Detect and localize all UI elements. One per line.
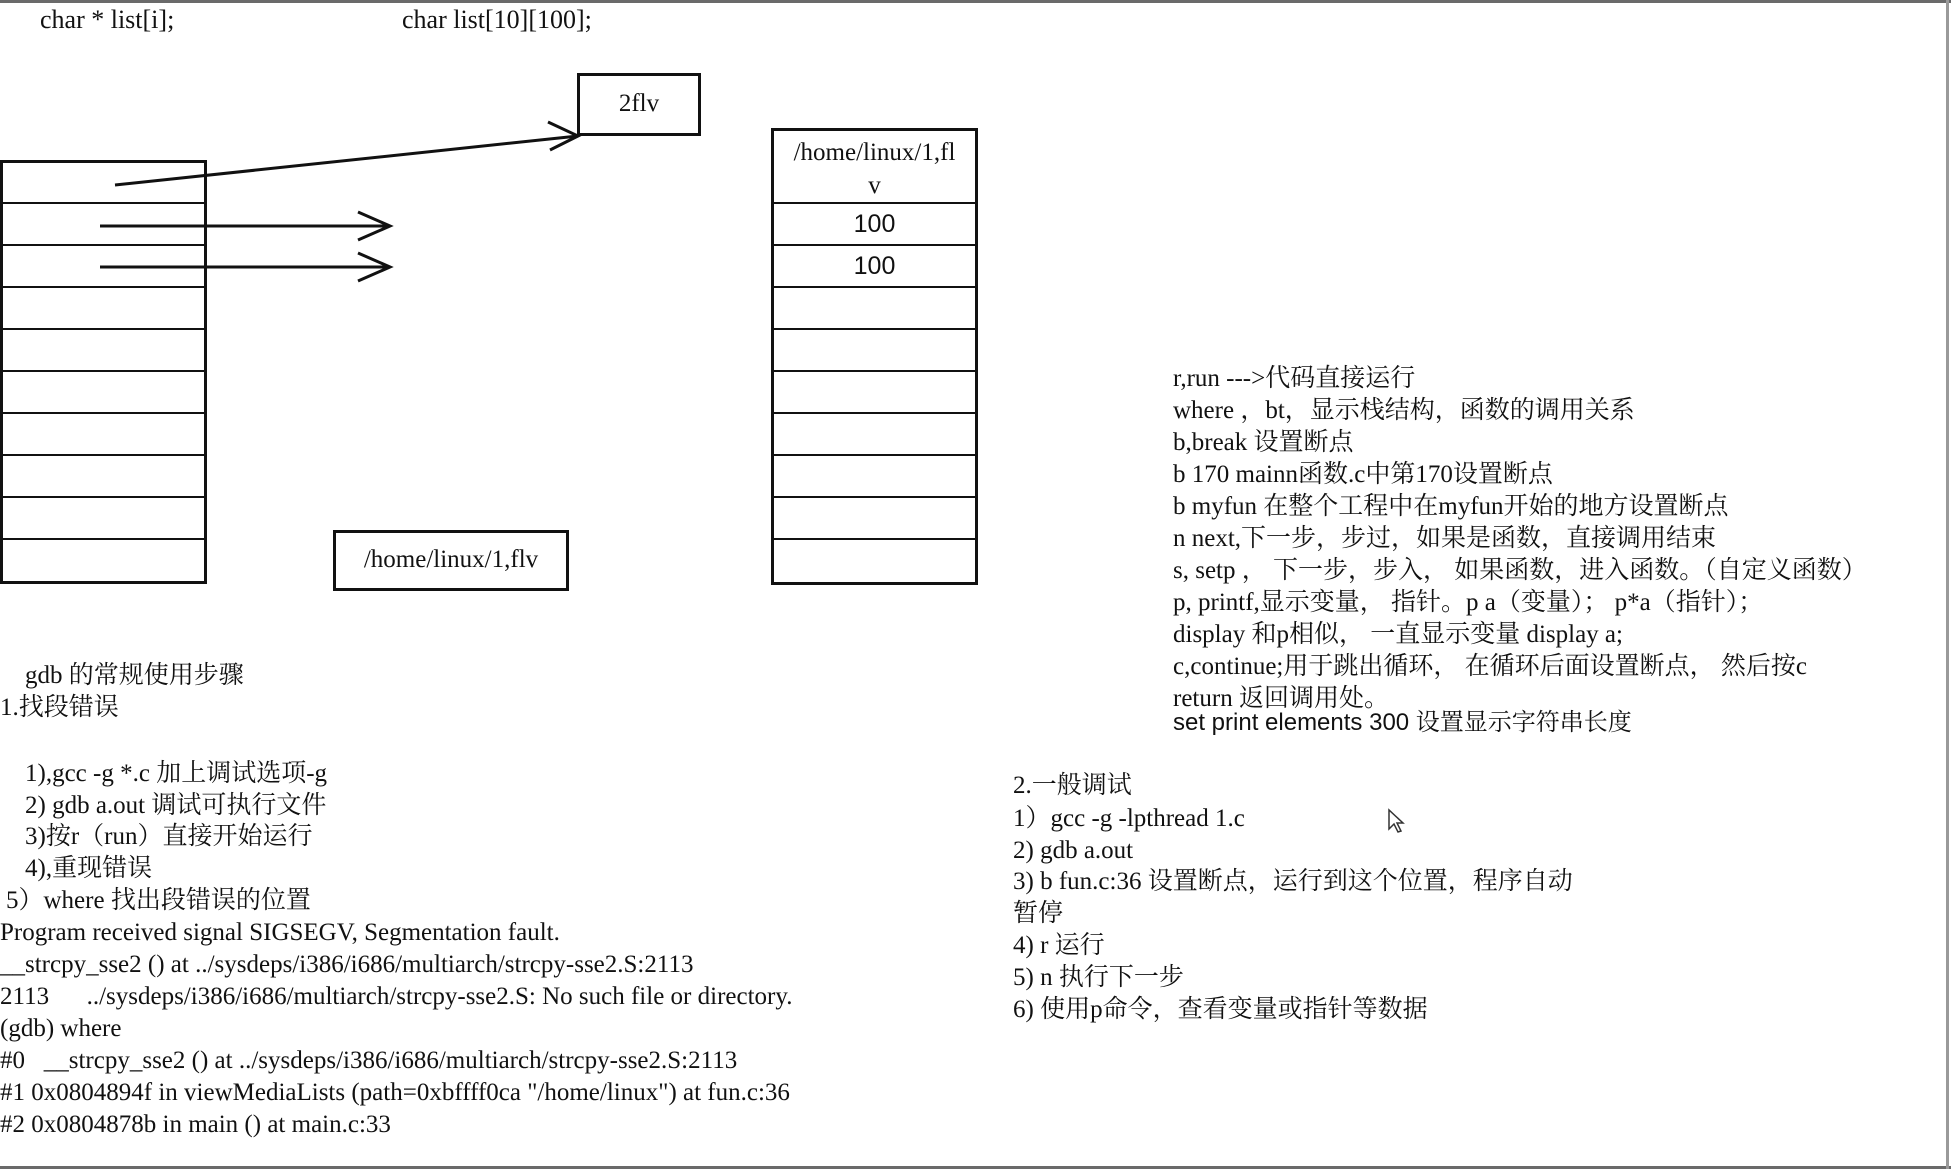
char-2d-array-first-cell-line1: /home/linux/1,fl: [793, 139, 956, 166]
gdb-command-line: b,break 设置断点: [1173, 429, 1354, 456]
gdb-command-line: b myfun 在整个工程中在myfun开始的地方设置断点: [1173, 493, 1729, 520]
general-debug-step: 4) r 运行: [1013, 932, 1105, 959]
gdb-output-line: #1 0x0804894f in viewMediaLists (path=0xbffff0ca "/home/linux") at fun.c:36: [0, 1079, 790, 1106]
gdb-output-line: __strcpy_sse2 () at ../sysdeps/i386/i686/multiarch/strcpy-sse2.S:2113: [0, 951, 694, 978]
gdb-command-line: return 返回调用处。: [1173, 685, 1389, 712]
gdb-command-line: set print elements 300 设置显示字符串长度: [1173, 709, 1632, 736]
general-debug-heading: 2.一般调试: [1013, 772, 1132, 799]
gdb-command-line: s, setp ， 下一步，步入， 如果函数，进入函数。（自定义函数）: [1173, 557, 1867, 584]
char-2d-array-cell-value: 100: [853, 252, 896, 280]
pointer-array-declaration: char * list[i];: [40, 5, 175, 34]
gdb-command-line: where ，bt，显示栈结构，函数的调用关系: [1173, 397, 1635, 424]
gdb-output-line: (gdb) where: [0, 1015, 122, 1042]
general-debug-step: 暂停: [1013, 900, 1064, 927]
gdb-command-line: c,continue;用于跳出循环， 在循环后面设置断点， 然后按c: [1173, 653, 1807, 680]
general-debug-step: 2) gdb a.out: [1013, 837, 1134, 864]
gdb-step: 2) gdb a.out 调试可执行文件: [25, 792, 327, 819]
gdb-step: 3)按r（run）直接开始运行: [25, 823, 313, 850]
general-debug-step: 5) n 执行下一步: [1013, 964, 1184, 991]
2d-array-declaration: char list[10][100];: [402, 5, 592, 34]
gdb-output-line: #0 __strcpy_sse2 () at ../sysdeps/i386/i686/multiarch/strcpy-sse2.S:2113: [0, 1047, 738, 1074]
find-segfault-heading: 1.找段错误: [0, 694, 119, 721]
gdb-command-line: display 和p相似， 一直显示变量 display a;: [1173, 621, 1623, 648]
char-2d-array-cell-value: 100: [853, 210, 896, 238]
general-debug-step: 3) b fun.c:36 设置断点，运行到这个位置，程序自动: [1013, 868, 1573, 895]
gdb-usage-heading: gdb 的常规使用步骤: [25, 662, 244, 689]
gdb-step: 1),gcc -g *.c 加上调试选项-g: [25, 760, 328, 787]
gdb-command-line: n next,下一步，步过，如果是函数，直接调用结束: [1173, 525, 1717, 552]
string-literal-label: /home/linux/1,flv: [363, 546, 539, 573]
gdb-command-line: r,run --->代码直接运行: [1173, 365, 1416, 392]
general-debug-step: 6) 使用p命令，查看变量或指针等数据: [1013, 996, 1428, 1023]
gdb-command-line: b 170 mainn函数.c中第170设置断点: [1173, 461, 1553, 488]
gdb-output-line: 2113 ../sysdeps/i386/i686/multiarch/strcpy-sse2.S: No such file or directory.: [0, 983, 793, 1010]
gdb-output-line: Program received signal SIGSEGV, Segmentation fault.: [0, 919, 560, 946]
general-debug-step: 1）gcc -g -lpthread 1.c: [1013, 805, 1245, 832]
gdb-output-line: #2 0x0804878b in main () at main.c:33: [0, 1111, 391, 1138]
gdb-step: 5）where 找出段错误的位置: [6, 887, 311, 914]
gdb-step: 4),重现错误: [25, 855, 153, 882]
char-2d-array-first-cell-line2: v: [868, 172, 881, 199]
gdb-command-line: p, printf,显示变量， 指针。p a（变量）； p*a（指针）；: [1173, 589, 1764, 616]
pointer-target-label: 2flv: [618, 90, 660, 117]
